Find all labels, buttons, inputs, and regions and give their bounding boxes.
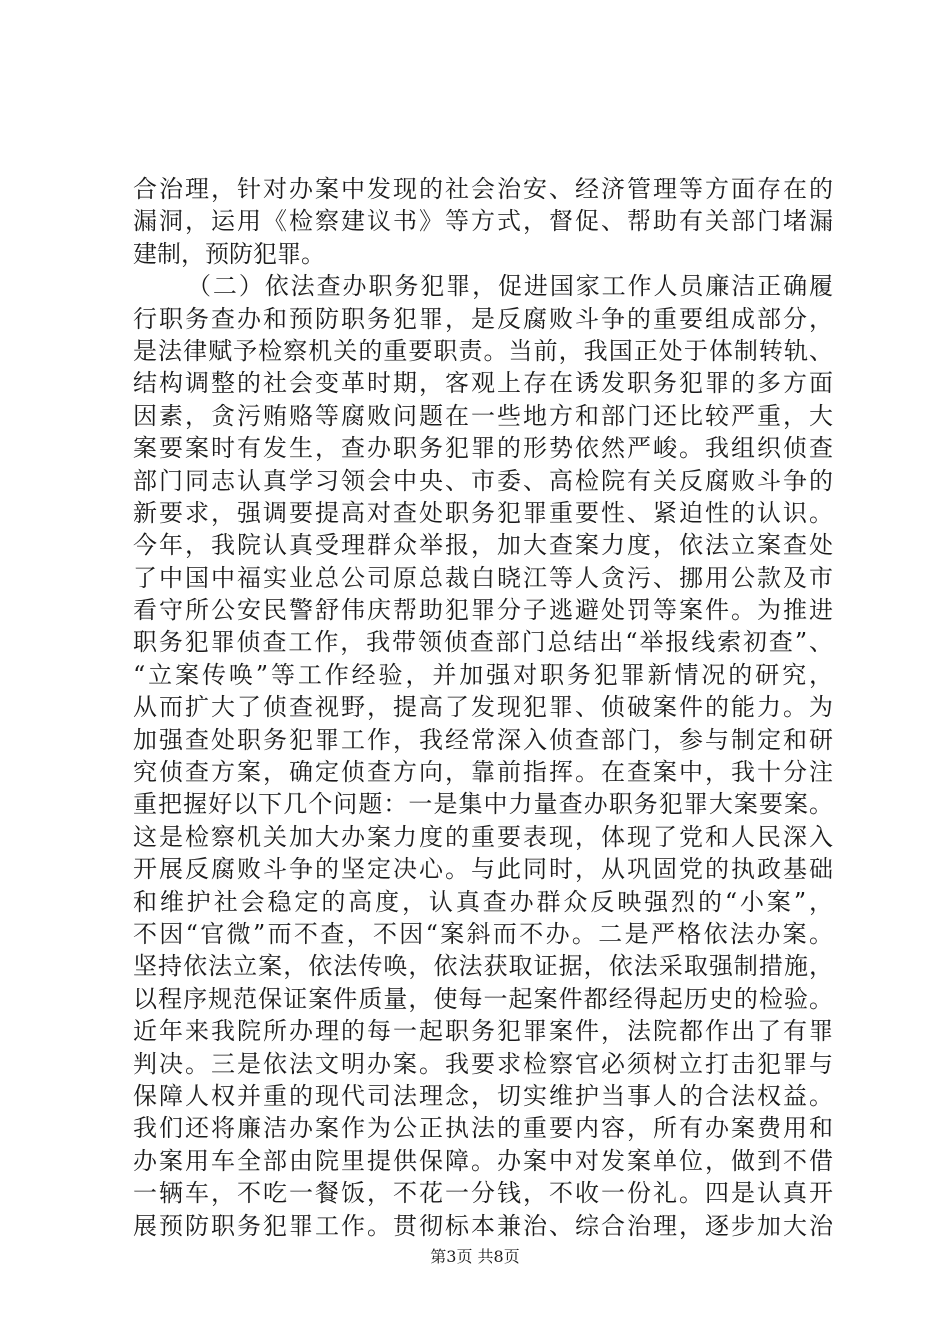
text-line: 坚持依法立案，依法传唤，依法获取证据，依法采取强制措施， [133, 952, 833, 981]
text-line: 案要案时有发生，查办职务犯罪的形势依然严峻。我组织侦查 [133, 434, 833, 463]
document-body [133, 173, 833, 1242]
text-line: 保障人权并重的现代司法理念，切实维护当事人的合法权益。 [133, 1081, 833, 1110]
text-line: 看守所公安民警舒伟庆帮助犯罪分子逃避处罚等案件。为推进 [133, 596, 833, 625]
text-line: 这是检察机关加大办案力度的重要表现，体现了党和人民深入 [133, 822, 833, 851]
text-line: 我们还将廉洁办案作为公正执法的重要内容，所有办案费用和 [133, 1114, 833, 1143]
text-line: 结构调整的社会变革时期，客观上存在诱发职务犯罪的多方面 [133, 369, 833, 398]
text-line: 职务犯罪侦查工作，我带领侦查部门总结出“举报线索初查”、 [133, 628, 833, 657]
text-line: 新要求，强调要提高对查处职务犯罪重要性、紧迫性的认识。 [133, 498, 833, 527]
text-line: 漏洞，运用《检察建议书》等方式，督促、帮助有关部门堵漏 [133, 207, 833, 236]
text-line: 重把握好以下几个问题：一是集中力量查办职务犯罪大案要案。 [133, 790, 833, 819]
text-line: 部门同志认真学习领会中央、市委、高检院有关反腐败斗争的 [133, 466, 833, 495]
text-line: 建制，预防犯罪。 [133, 239, 325, 268]
text-line: 行职务查办和预防职务犯罪，是反腐败斗争的重要组成部分， [133, 304, 833, 333]
text-line: 了中国中福实业总公司原总裁白晓江等人贪污、挪用公款及市 [133, 563, 833, 592]
text-line: 不因“官微”而不查，不因“案斜而不办。二是严格依法办案。 [133, 919, 833, 948]
paragraph-heading-line: （二）依法查办职务犯罪，促进国家工作人员廉洁正确履 [187, 272, 833, 301]
text-line: 和维护社会稳定的高度，认真查办群众反映强烈的“小案”， [133, 887, 833, 916]
text-line: “立案传唤”等工作经验，并加强对职务犯罪新情况的研究， [133, 660, 833, 689]
page-number-footer: 第3页 共8页 [430, 1247, 520, 1266]
text-line: 是法律赋予检察机关的重要职责。当前，我国正处于体制转轨、 [133, 336, 833, 365]
text-line: 判决。三是依法文明办案。我要求检察官必须树立打击犯罪与 [133, 1049, 833, 1078]
text-line: 从而扩大了侦查视野，提高了发现犯罪、侦破案件的能力。为 [133, 693, 833, 722]
text-line: 合治理，针对办案中发现的社会治安、经济管理等方面存在的 [133, 175, 833, 203]
text-line: 以程序规范保证案件质量，使每一起案件都经得起历史的检验。 [133, 984, 833, 1013]
text-line: 近年来我院所办理的每一起职务犯罪案件，法院都作出了有罪 [133, 1017, 833, 1046]
text-line: 加强查处职务犯罪工作，我经常深入侦查部门，参与制定和研 [133, 725, 833, 754]
text-line: 因素，贪污贿赂等腐败问题在一些地方和部门还比较严重，大 [133, 401, 833, 430]
text-line: 今年，我院认真受理群众举报，加大查案力度，依法立案查处 [133, 531, 833, 560]
text-line: 办案用车全部由院里提供保障。办案中对发案单位，做到不借 [133, 1146, 833, 1175]
text-line: 一辆车，不吃一餐饭，不花一分钱，不收一份礼。四是认真开 [133, 1179, 833, 1208]
text-line: 展预防职务犯罪工作。贯彻标本兼治、综合治理，逐步加大治 [133, 1211, 833, 1240]
text-line: 开展反腐败斗争的坚定决心。与此同时，从巩固党的执政基础 [133, 855, 833, 884]
text-line: 究侦查方案，确定侦查方向，靠前指挥。在查案中，我十分注 [133, 758, 833, 787]
